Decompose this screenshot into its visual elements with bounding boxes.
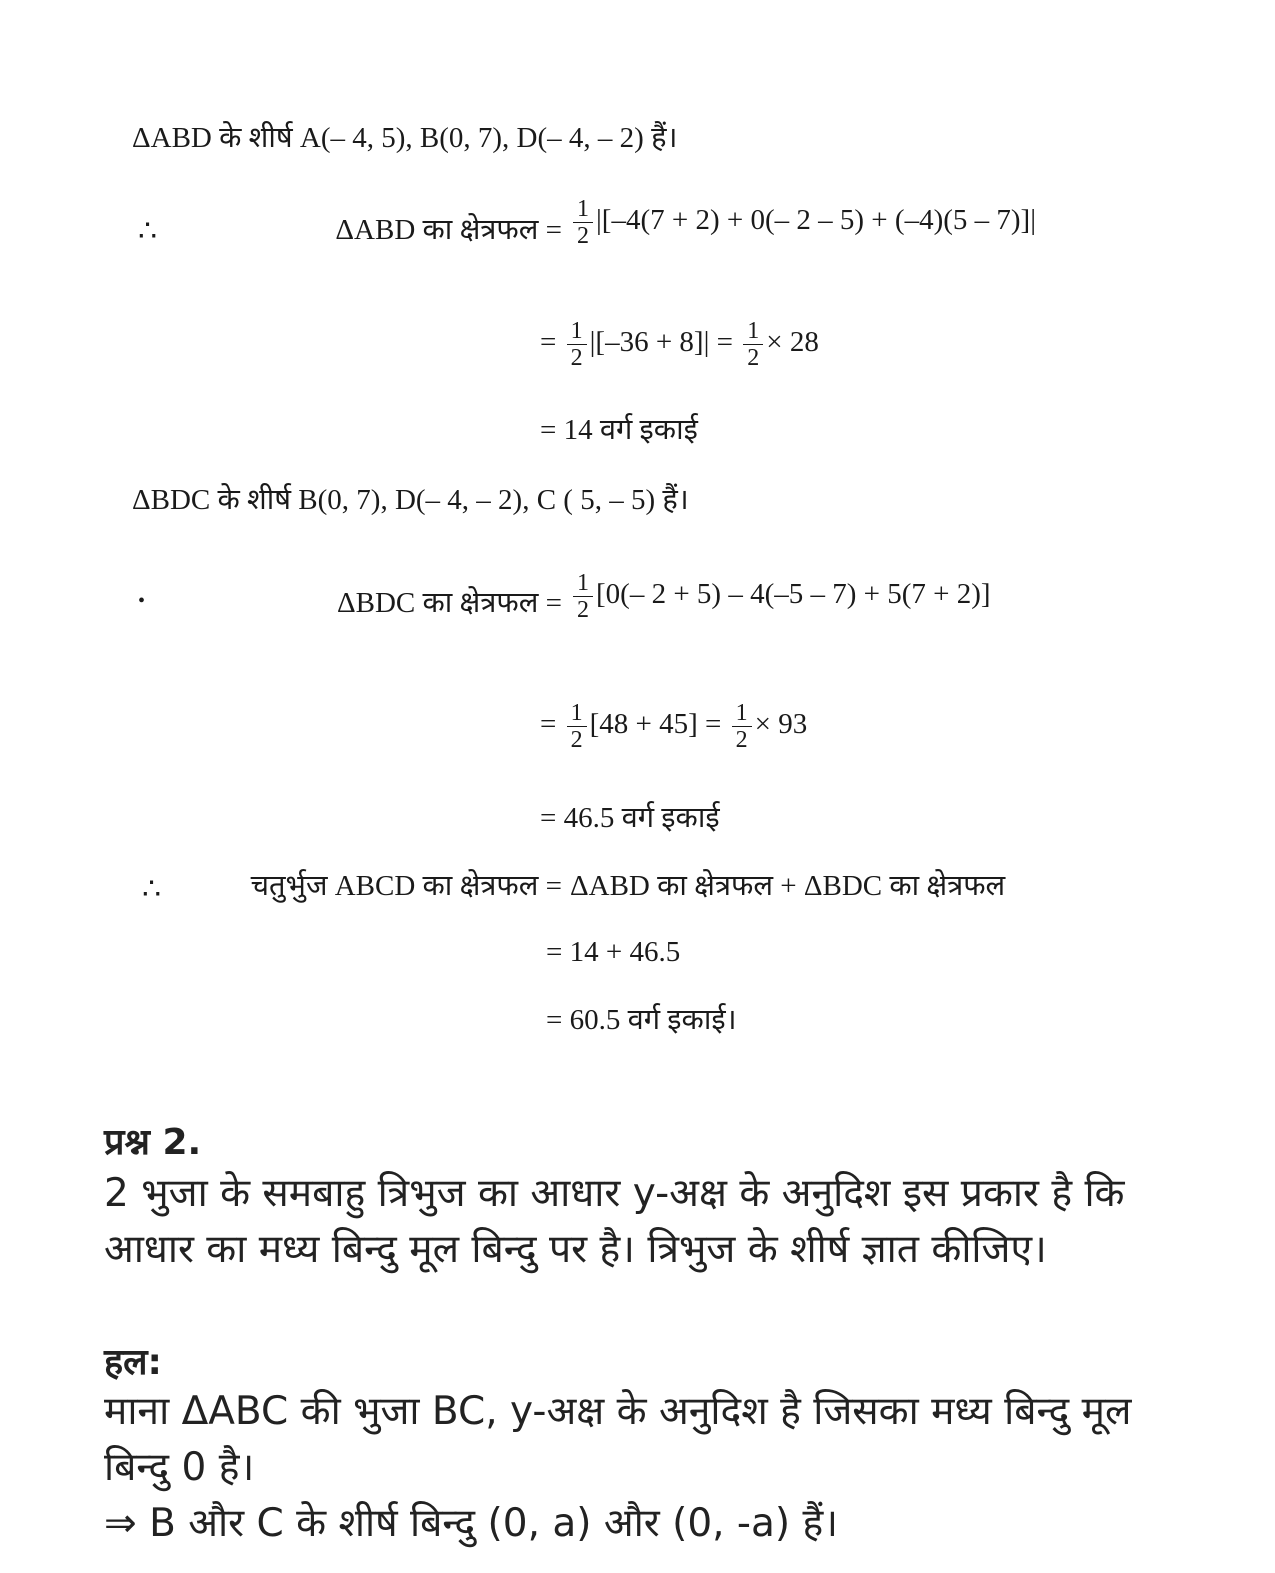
quad-step3: = 60.5 वर्ग इकाई। bbox=[546, 1004, 737, 1036]
bdc-step1 bbox=[570, 570, 991, 623]
question-heading: प्रश्न 2. bbox=[104, 1122, 202, 1163]
half-fraction: $\frac{1}{2}$ bbox=[573, 570, 593, 623]
half-fraction: $\frac{1}{2}$ bbox=[743, 318, 763, 371]
question-text: 2 भुजा के समबाहु त्रिभुज का आधार y-अक्ष के अनुदिश इस प्रकार है कि आधार का मध्य बिन्दु मूल बिन्दु पर है। त्रिभुज के शीर्ष ज्ञात कीजिए। bbox=[104, 1171, 1125, 1272]
quad-area-label: चतुर्भुज ABCD का क्षेत्रफल = bbox=[250, 870, 562, 902]
abd-step1-expr: |[–4(7 + 2) + 0(– 2 – 5) + (–4)(5 – 7)]| bbox=[596, 204, 1036, 237]
bullet-mark: • bbox=[138, 590, 146, 612]
abd-step2-expr-b: × 28 bbox=[766, 326, 819, 359]
answer-line1: माना ΔABC की भुजा BC, y-अक्ष के अनुदिश है जिसका मध्य बिन्दु मूल बिन्दु 0 है। bbox=[104, 1389, 1132, 1490]
bdc-area-label: ΔBDC का क्षेत्रफल = bbox=[337, 587, 562, 619]
half-fraction: $\frac{1}{2}$ bbox=[567, 700, 587, 753]
abd-area-label: ΔABD का क्षेत्रफल = bbox=[335, 214, 562, 246]
bdc-step1-expr: [0(– 2 + 5) – 4(–5 – 7) + 5(7 + 2)] bbox=[596, 578, 991, 611]
abd-step2-expr-a: |[–36 + 8]| = bbox=[589, 326, 733, 359]
half-fraction: $\frac{1}{2}$ bbox=[573, 196, 593, 249]
abd-step2: = $\frac{1}{2}$ |[–36 + 8]| = $\frac{1}{2}$ × 28 bbox=[540, 318, 819, 371]
abd-vertices-line: ΔABD के शीर्ष A(– 4, 5), B(0, 7), D(– 4, – 2) हैं। bbox=[132, 122, 678, 154]
therefore-symbol: ∴ bbox=[138, 215, 158, 248]
bdc-step3: = 46.5 वर्ग इकाई bbox=[540, 802, 720, 834]
bdc-step2-expr-a: [48 + 45] = bbox=[589, 708, 722, 741]
half-fraction: $\frac{1}{2}$ bbox=[732, 700, 752, 753]
abd-step1 bbox=[570, 196, 1036, 249]
bdc-step2-expr-b: × 93 bbox=[754, 708, 808, 741]
answer-heading: हल: bbox=[104, 1342, 162, 1383]
answer-line2: ⇒ B और C के शीर्ष बिन्दु (0, a) और (0, -a) हैं। bbox=[104, 1501, 839, 1546]
bdc-vertices-line: ΔBDC के शीर्ष B(0, 7), D(– 4, – 2), C ( 5, – 5) हैं। bbox=[132, 484, 689, 516]
half-fraction: $\frac{1}{2}$ bbox=[567, 318, 587, 371]
therefore-symbol-2: ∴ bbox=[142, 873, 162, 906]
quad-step2: = 14 + 46.5 bbox=[546, 936, 681, 968]
abd-step3: = 14 वर्ग इकाई bbox=[540, 414, 698, 446]
bdc-step2: = $\frac{1}{2}$ [48 + 45] = $\frac{1}{2}$ × 93 bbox=[540, 700, 808, 753]
quad-step1: ΔABD का क्षेत्रफल + ΔBDC का क्षेत्रफल bbox=[570, 870, 1006, 902]
